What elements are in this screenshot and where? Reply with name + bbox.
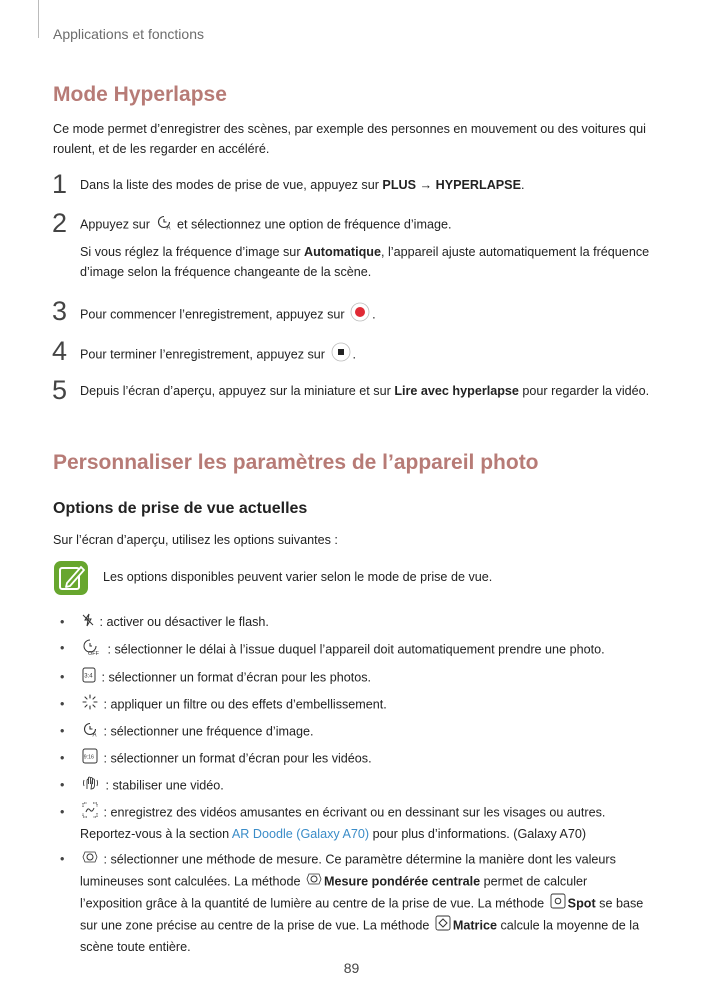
list-item — [60, 638, 650, 662]
step-text: Pour commencer l’enregistrement, appuyez sur — [80, 307, 349, 322]
step-text: et sélectionnez une option de fréquence d’image. — [173, 217, 452, 232]
list-item-text: : activer ou désactiver le flash. — [96, 615, 269, 629]
step-number: 4 — [52, 336, 68, 366]
frame-rate-icon — [156, 214, 172, 236]
matrix-label: Matrice — [452, 918, 497, 932]
flash-off-icon — [82, 613, 94, 633]
step-number: 5 — [52, 375, 68, 405]
svg-text:9:16: • 9:16 — [83, 753, 94, 760]
record-icon — [350, 302, 370, 328]
list-item — [60, 721, 650, 743]
step-number: 1 — [52, 169, 68, 199]
step-number: 2 — [52, 208, 68, 238]
page-number: 89 — [343, 960, 360, 976]
settings-intro: Sur l’écran d’aperçu, utilisez les options suivantes : — [53, 533, 338, 547]
frame-rate-auto-icon — [82, 721, 98, 743]
note-icon — [53, 560, 89, 596]
step-text: . — [521, 178, 525, 192]
ar-doodle-link[interactable]: AR Doodle (Galaxy A70) — [231, 826, 370, 841]
list-item — [60, 775, 650, 797]
step-text: Pour terminer l’enregistrement, appuyez sur — [80, 347, 329, 362]
step-text: . — [352, 347, 356, 362]
play-hyperlapse-label: Lire avec hyperlapse — [394, 384, 519, 398]
list-item — [60, 802, 650, 844]
list-item-text: : sélectionner un format d’écran pour les vidéos. — [100, 751, 372, 765]
list-item — [60, 748, 650, 770]
ratio-9-16-icon — [82, 748, 98, 770]
hyperlapse-intro: Ce mode permet d’enregistrer des scènes, par exemple des personnes en mouvement ou des voitures qui roulent, et de les regarder en accéléré. — [53, 122, 646, 156]
step-3 — [52, 296, 652, 328]
filter-effects-icon — [82, 694, 98, 716]
stop-icon — [331, 342, 351, 368]
center-weighted-label: Mesure pondérée centrale — [324, 874, 481, 888]
list-item-text: : sélectionner le délai à l’issue duquel l’appareil doit automatiquement prendre une photo. — [104, 642, 605, 656]
list-item-text: : stabiliser une vidéo. — [102, 778, 224, 792]
note-text: Les options disponibles peuvent varier selon le mode de prise de vue. — [103, 570, 493, 584]
step-text: pour regarder la vidéo. — [518, 384, 650, 398]
step-4 — [52, 336, 652, 368]
matrix-icon — [435, 915, 451, 937]
svg-text:A: A — [166, 225, 171, 230]
plus-label: PLUS — [382, 178, 417, 192]
svg-text:OFF: • OFF — [88, 650, 99, 656]
list-item — [60, 612, 650, 633]
step-2 — [52, 208, 652, 282]
list-item — [60, 849, 650, 957]
note-box — [53, 560, 653, 594]
center-weighted-icon — [306, 871, 322, 893]
step-1 — [52, 169, 652, 199]
hyperlapse-label: HYPERLAPSE — [435, 178, 521, 192]
running-title: Applications et fonctions — [53, 26, 204, 42]
list-item-text: : sélectionner une méthode de mesure. Ce paramètre détermine la manière dont les valeurs lumineuses sont calculées. La méthode — [80, 852, 616, 888]
svg-text:A: • A — [92, 732, 97, 737]
step-subtext: , l’appareil ajuste automatiquement la fréquence d’image selon la fréquence changeante de la scène. — [80, 245, 650, 279]
spot-icon — [550, 893, 566, 915]
step-subtext: Si vous réglez la fréquence d’image sur — [80, 245, 305, 259]
metering-icon — [82, 849, 98, 871]
list-item-text: permet de calculer l’exposition grâce à la quantité de lumière au centre de la prise de vue. La méthode — [80, 874, 588, 910]
list-item-text: : sélectionner un format d’écran pour les photos. — [98, 670, 372, 684]
step-text: Depuis l’écran d’aperçu, appuyez sur la miniature et sur — [80, 384, 395, 398]
spot-label: Spot — [567, 896, 596, 910]
step-number: 3 — [52, 296, 68, 326]
list-item-text: : enregistrez des vidéos amusantes en écrivant ou en dessinant sur les visages ou autres. Reportez-vous à la section — [80, 805, 606, 841]
auto-label: Automatique — [304, 245, 381, 259]
list-item — [60, 694, 650, 716]
list-item — [60, 667, 650, 689]
list-item-text: : sélectionner une fréquence d’image. — [100, 724, 314, 738]
arrow: → — [416, 178, 436, 192]
stabilize-icon — [82, 775, 100, 797]
header-rule — [38, 0, 39, 38]
step-5 — [52, 375, 652, 405]
step-text: . — [372, 307, 376, 322]
list-item-text: : appliquer un filtre ou des effets d’embellissement. — [100, 697, 387, 711]
options-list — [60, 612, 650, 962]
list-item-text: pour plus d’informations. (Galaxy A70) — [369, 826, 587, 841]
hyperlapse-title: Mode Hyperlapse — [53, 83, 227, 106]
step-text: Dans la liste des modes de prise de vue, appuyez sur — [80, 178, 383, 192]
settings-subtitle: Options de prise de vue actuelles — [53, 500, 308, 517]
list-item-text: calcule la moyenne de la scène toute entière. — [80, 918, 640, 954]
ar-doodle-icon — [82, 802, 98, 824]
timer-off-icon — [82, 638, 102, 662]
settings-title: Personnaliser les paramètres de l’appareil photo — [53, 451, 539, 474]
svg-text:3:4: • 3:4 — [84, 673, 93, 680]
list-item-text: se base sur une zone précise au centre de la prise de vue. La méthode — [80, 896, 644, 932]
ratio-3-4-icon — [82, 667, 96, 689]
step-text: Appuyez sur — [80, 217, 154, 232]
